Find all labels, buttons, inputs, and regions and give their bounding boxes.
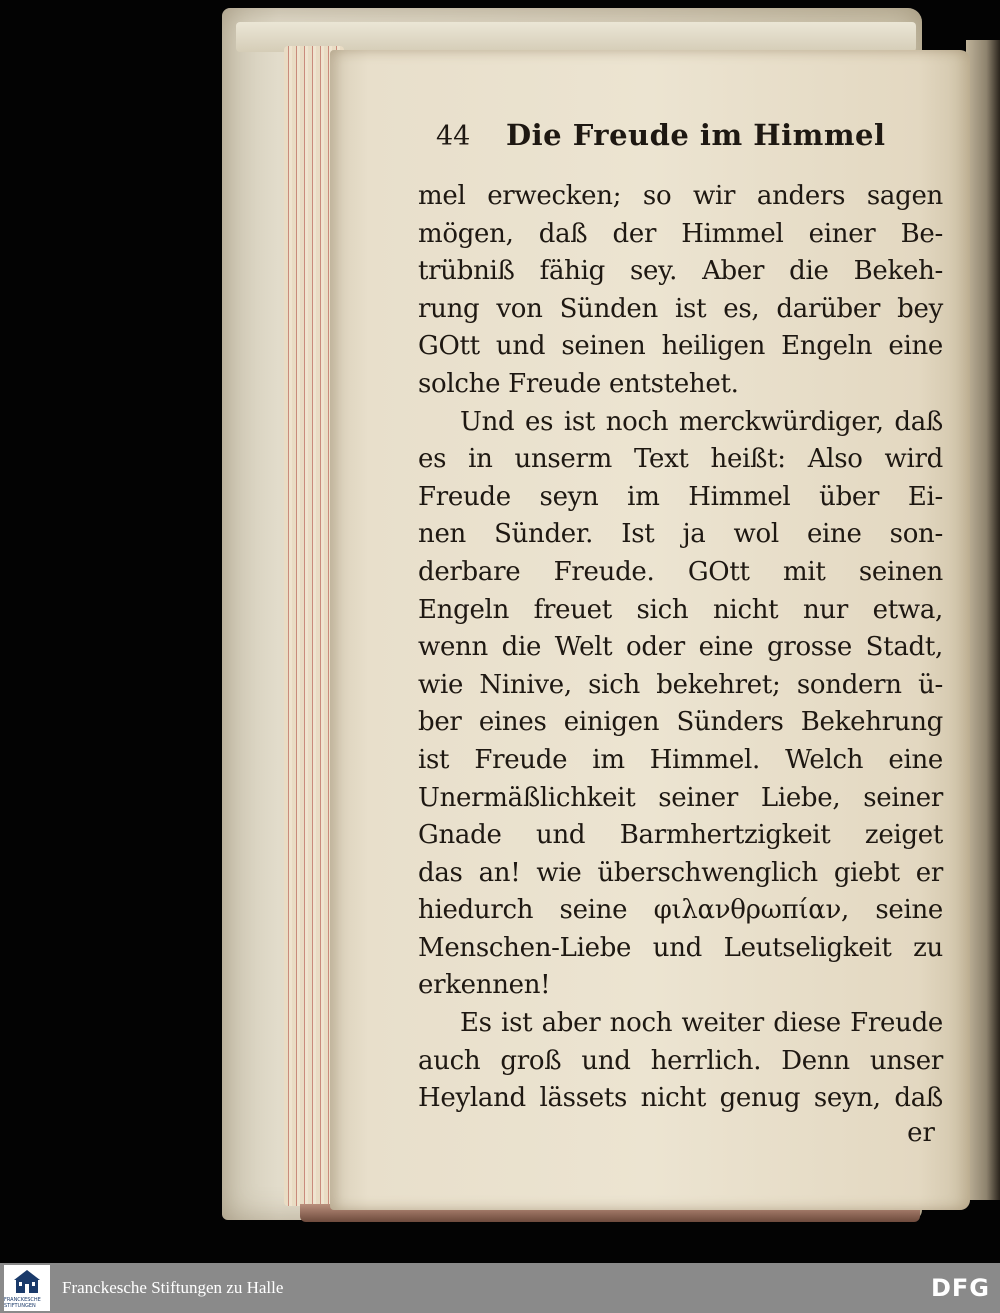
text-line: ist Freude im Himmel. Welch eine	[418, 744, 943, 775]
running-head: Die Freude im Himmel	[506, 118, 886, 152]
text-line: wenn die Welt oder eine grosse Stadt,	[418, 632, 943, 663]
text-line: es in unserm Text heißt: Also wird	[418, 444, 943, 475]
text-line: Es ist aber noch weiter diese Freude	[460, 1008, 943, 1039]
text-line: erkennen!	[418, 970, 551, 1001]
text-line: derbare Freude. GOtt mit seinen	[418, 556, 943, 587]
facing-page-edge	[966, 40, 1000, 1200]
text-line: hiedurch seine φιλανθρωπίαν, seine	[418, 895, 943, 926]
text-line: Und es ist noch merckwürdiger, daß	[460, 406, 943, 437]
text-line: mel erwecken; so wir anders sagen	[418, 181, 943, 211]
text-line: rung von Sünden ist es, darüber bey	[418, 293, 943, 324]
text-line: auch groß und herrlich. Denn unser	[418, 1045, 943, 1076]
franckesche-stiftungen-logo[interactable]	[4, 1265, 50, 1311]
text-line: Engeln freuet sich nicht nur etwa,	[418, 594, 943, 625]
text-line: Heyland lässets nicht genug seyn, daß	[418, 1083, 943, 1114]
text-line: wie Ninive, sich bekehret; sondern ü-	[418, 669, 943, 700]
text-line: das an! wie überschwenglich giebt er	[418, 857, 943, 888]
text-line: Unermäßlichkeit seiner Liebe, seiner	[418, 782, 943, 813]
text-line: mögen, daß der Himmel einer Be-	[418, 218, 943, 249]
page-content	[418, 118, 943, 1152]
logo-text: FRANCKESCHE STIFTUNGEN	[4, 1297, 41, 1309]
institution-name[interactable]: Franckesche Stiftungen zu Halle	[62, 1278, 284, 1297]
building-icon	[12, 1267, 42, 1297]
page-header	[418, 118, 943, 168]
text-line: nen Sünder. Ist ja wol eine son-	[418, 519, 943, 550]
page-number: 44	[436, 121, 471, 152]
text-line: solche Freude entstehet.	[418, 368, 739, 399]
viewer-footer	[0, 1263, 1000, 1313]
text-line: GOtt und seinen heiligen Engeln eine	[418, 331, 943, 362]
text-line: Freude seyn im Himmel über Ei-	[418, 481, 943, 512]
dfg-logo[interactable]: DFG	[930, 1274, 990, 1302]
text-line: ber eines einigen Sünders Bekehrung	[418, 707, 943, 738]
text-line: Gnade und Barmhertzigkeit zeiget	[418, 820, 943, 851]
catchword: er	[907, 1117, 935, 1148]
text-line: trübniß fähig sey. Aber die Bekeh-	[418, 256, 943, 287]
body-text	[418, 178, 943, 1118]
text-line: Menschen-Liebe und Leutseligkeit zu	[418, 932, 943, 963]
